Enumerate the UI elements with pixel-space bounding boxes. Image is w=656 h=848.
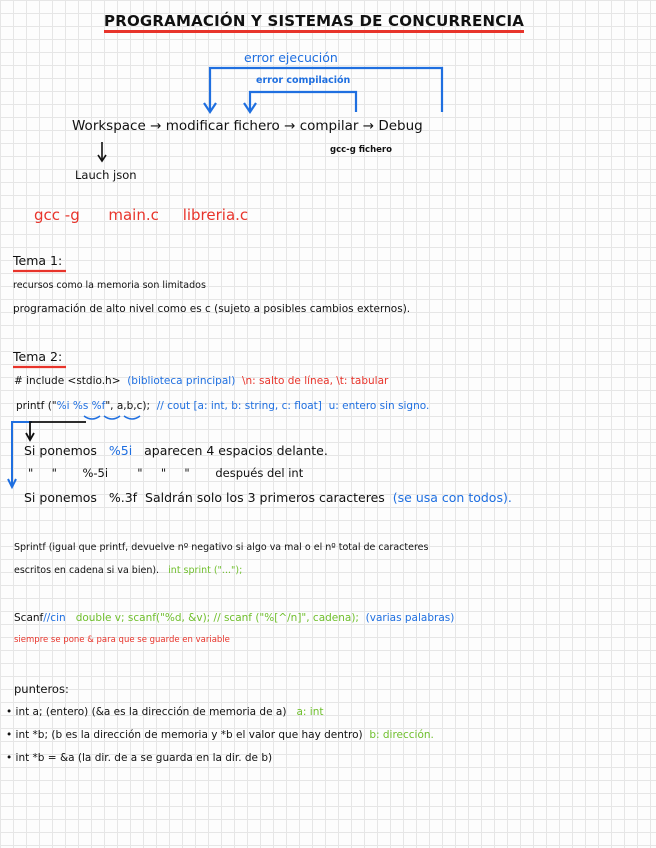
lib-file: libreria.c — [182, 206, 249, 224]
tema1-line-1: recursos como la memoria son limitados — [13, 280, 206, 291]
punteros-line-2 — [6, 730, 434, 741]
gcc-command-line — [34, 208, 248, 223]
sprintf-line-1: Sprintf (igual que printf, devuelve nº negativo si algo va mal o el nº total de caracteres — [14, 542, 429, 553]
workflow-row — [72, 120, 423, 134]
tema1-line-2: programación de alto nivel como es c (sujeto a posibles cambios externos). — [13, 303, 411, 315]
ditto-marks: " " — [28, 466, 57, 480]
si-ponemos-5i-line — [24, 445, 328, 458]
ditto-marks: " " " — [137, 466, 190, 480]
unsigned-note: u: entero sin signo. — [328, 400, 430, 412]
sprint-code: int sprint ("..."); — [168, 565, 243, 576]
text: • int a; (entero) (&a es la dirección de memoria de a) — [6, 706, 287, 718]
text: • int *b; (b es la dirección de memoria y *b el valor que hay dentro) — [6, 729, 363, 741]
printf-code-start: printf (" — [16, 400, 57, 412]
si-ponemos-m5i-line — [28, 468, 303, 480]
printf-code-end: ", a,b,c); — [105, 400, 151, 412]
error-compilacion-label: error compilación — [256, 75, 351, 86]
punteros-line-3: • int *b = &a (la dir. de a se guarda en la dir. de b) — [6, 752, 273, 764]
biblioteca-note: (biblioteca principal) — [127, 375, 236, 387]
include-code: # include <stdio.h> — [14, 375, 121, 387]
format-m5i: %-5i — [82, 466, 109, 480]
main-file: main.c — [108, 206, 159, 224]
scanf-line — [14, 613, 454, 624]
text: escritos en cadena si va bien). — [14, 565, 160, 576]
type-note: b: dirección. — [369, 729, 434, 741]
page-title: PROGRAMACIÓN Y SISTEMAS DE CONCURRENCIA — [104, 14, 524, 33]
type-note: a: int — [296, 706, 324, 718]
printf-format: %i %s %f — [56, 400, 106, 412]
lauch-json-label: Lauch json — [75, 168, 137, 182]
workspace-node: Workspace — [72, 118, 146, 134]
gcc-fichero-label: gcc-g fichero — [330, 145, 392, 155]
scanf-label: Scanf — [14, 612, 44, 624]
sprintf-line-2 — [14, 566, 242, 576]
scanf-code: double v; scanf("%d, &v); // scanf ("%[^/n]", cadena); — [75, 612, 359, 624]
punteros-heading: punteros: — [14, 682, 69, 696]
text: aparecen 4 espacios delante. — [144, 443, 328, 458]
tema1-heading: Tema 1: — [13, 253, 63, 268]
si-ponemos-3f-line — [24, 492, 512, 505]
scanf-note: siempre se pone & para que se guarde en variable — [14, 635, 230, 645]
text: Si ponemos — [24, 490, 97, 505]
include-line — [14, 376, 388, 387]
compilar-node: compilar — [299, 118, 359, 134]
printf-line — [16, 401, 429, 412]
punteros-line-1 — [6, 707, 323, 718]
modificar-node: modificar fichero — [165, 118, 280, 134]
format-3f: %.3f — [108, 490, 138, 505]
gcc-cmd: gcc -g — [34, 206, 80, 224]
text: Saldrán solo los 3 primeros caracteres — [145, 490, 385, 505]
note: (se usa con todos). — [392, 490, 512, 505]
escapes-note: \n: salto de línea, \t: tabular — [241, 375, 389, 387]
cin-note: //cin — [43, 612, 66, 624]
format-5i: %5i — [108, 443, 133, 458]
error-ejecucion-label: error ejecución — [244, 50, 338, 65]
varias-note: (varias palabras) — [365, 612, 455, 624]
arrow-icon: → — [362, 118, 375, 134]
arrow-icon: → — [284, 118, 296, 134]
text: Si ponemos — [24, 443, 97, 458]
tema2-heading: Tema 2: — [13, 349, 63, 364]
debug-node: Debug — [378, 118, 423, 134]
text: después del int — [215, 466, 304, 480]
arrow-icon: → — [150, 118, 162, 134]
cout-note: // cout [a: int, b: string, c: float] — [156, 400, 322, 412]
